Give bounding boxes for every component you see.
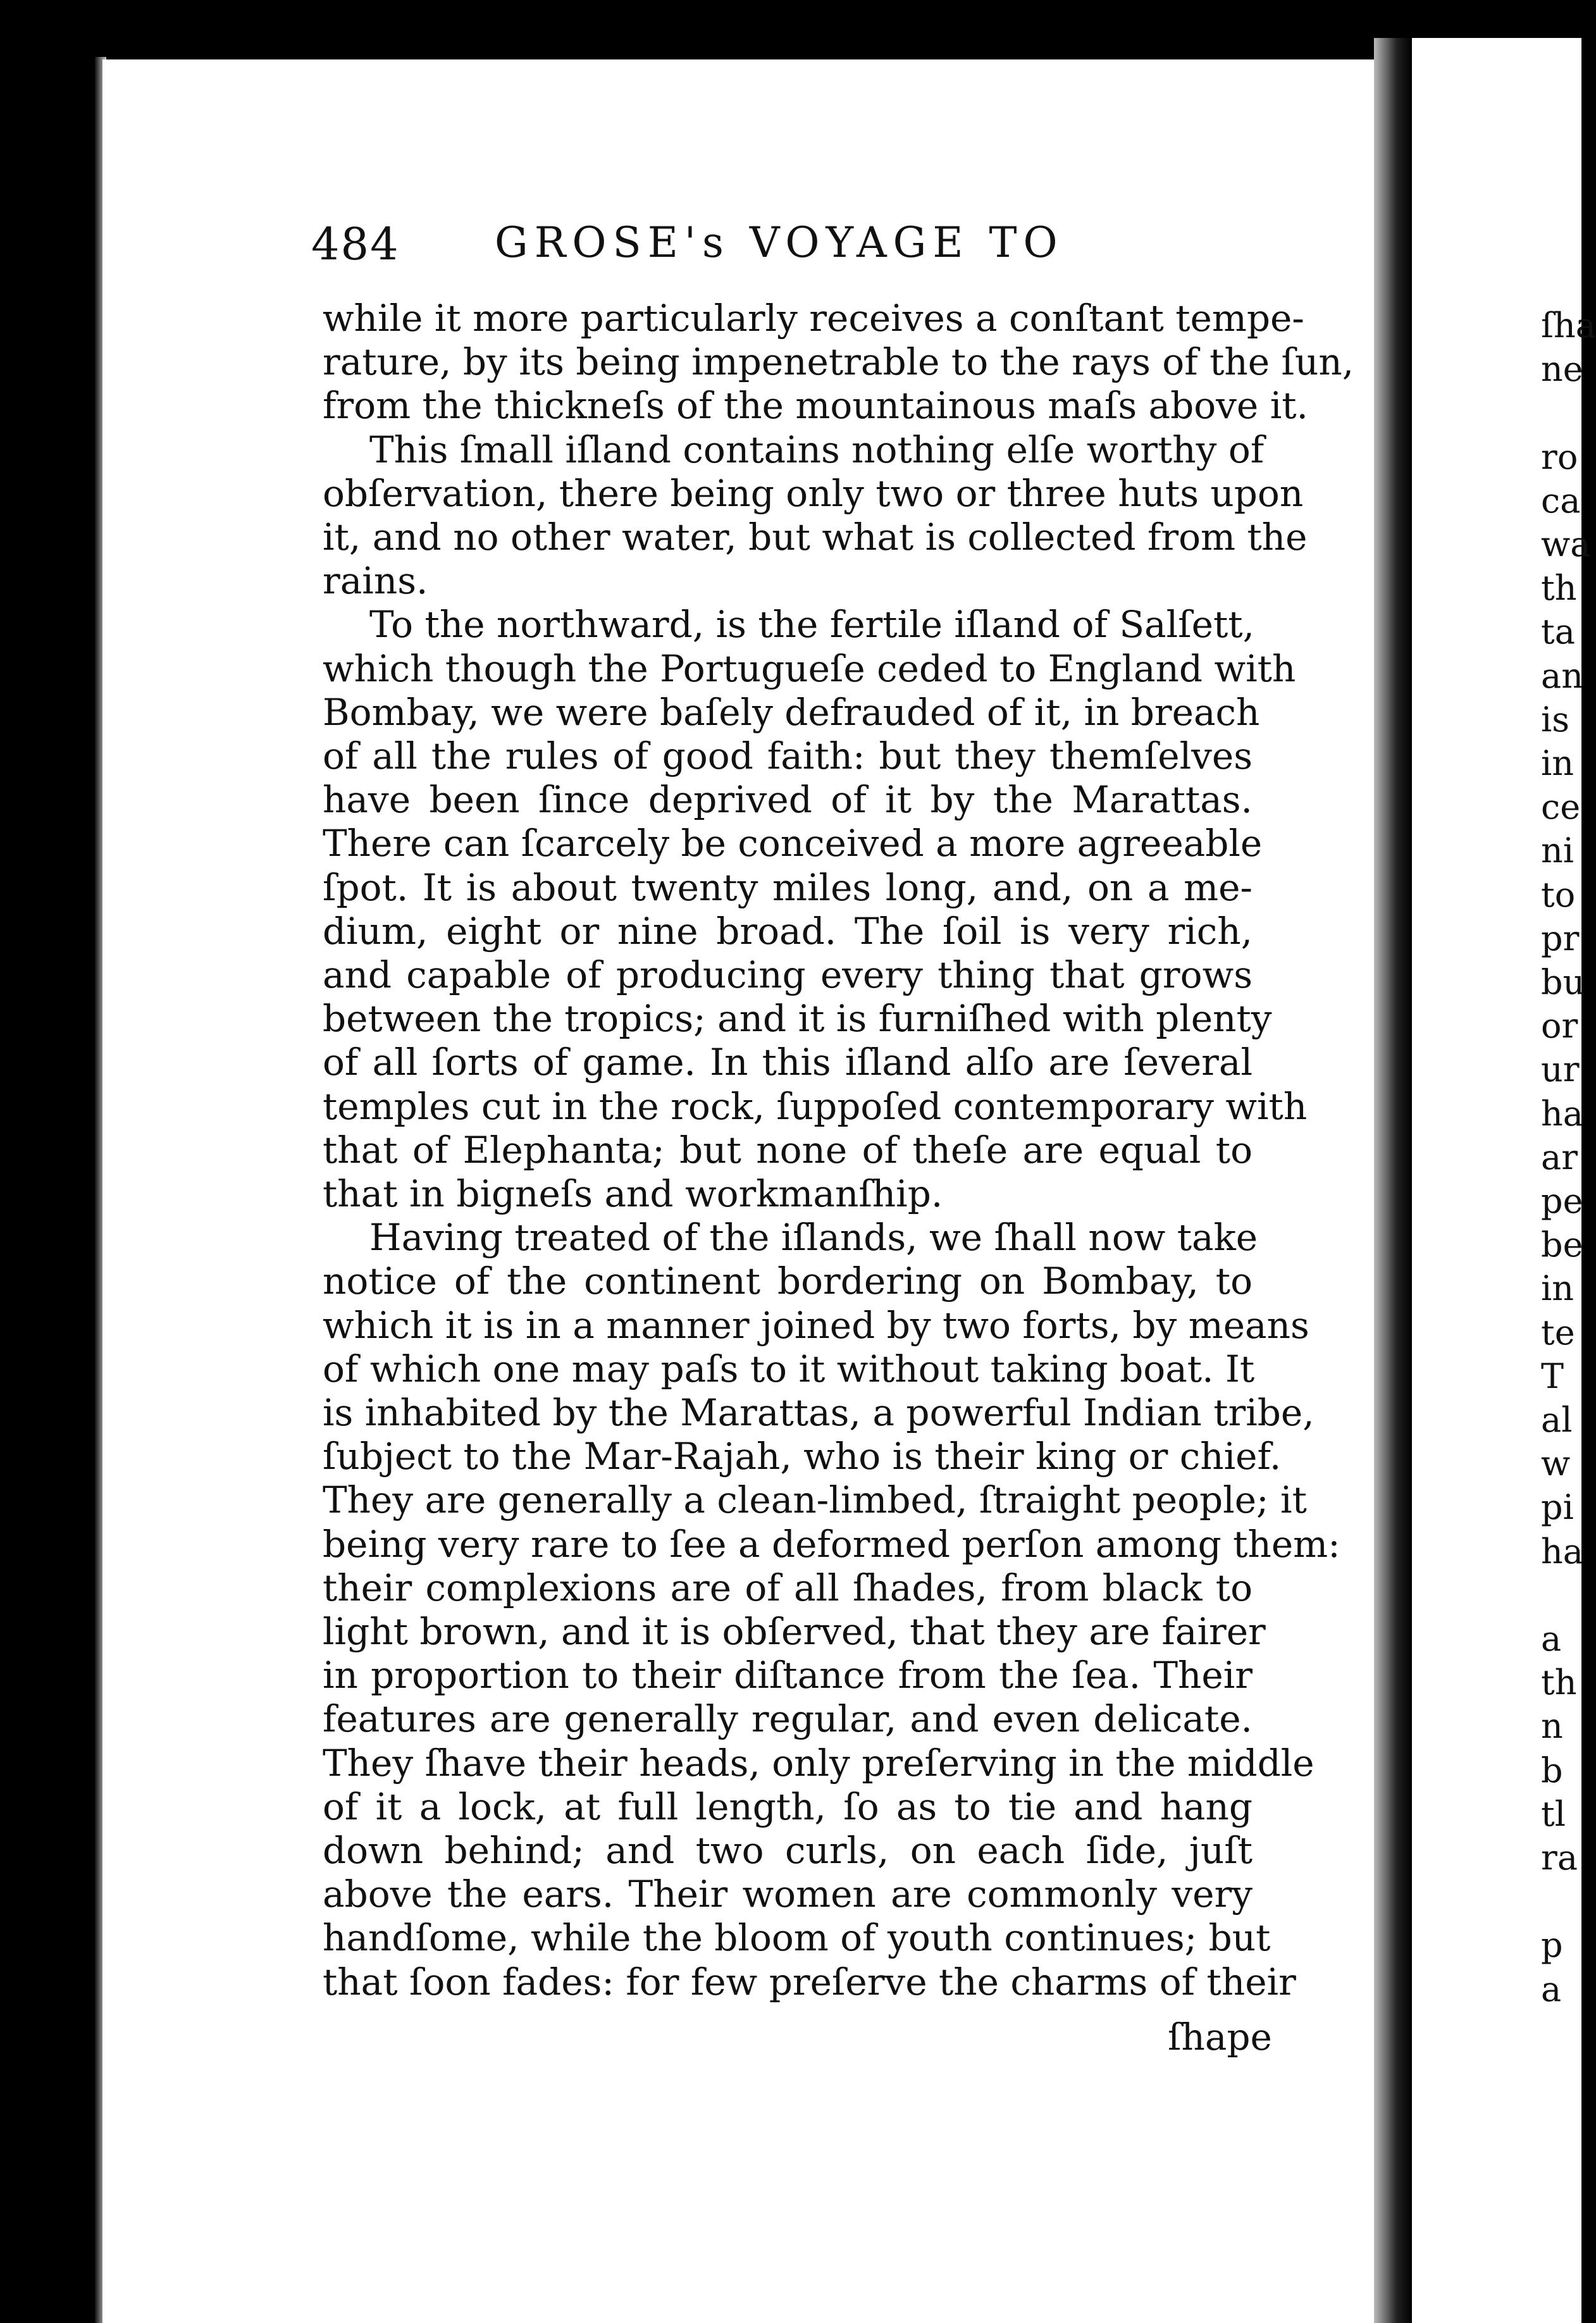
text-line: in proportion to their diſtance from the ſea. Their xyxy=(323,1654,1253,1697)
catchword: ſhape xyxy=(1168,2016,1272,2059)
text-line: that ſoon fades: for few preſerve the charms of their xyxy=(323,1960,1296,2004)
facing-page-fragment: an xyxy=(1541,655,1583,696)
facing-page-fragment: a xyxy=(1541,1969,1562,2009)
text-line: which though the Portugueſe ceded to England with xyxy=(323,647,1296,690)
facing-page-fragment: wa xyxy=(1541,524,1591,564)
text-line: They are generally a clean-limbed, ſtraight people; it xyxy=(323,1478,1307,1522)
text-line: their complexions are of all ſhades, from black to xyxy=(323,1566,1253,1609)
facing-page-fragment: te xyxy=(1541,1312,1575,1353)
facing-page-fragment: ra xyxy=(1541,1838,1578,1878)
facing-page-fragment: n xyxy=(1541,1706,1563,1747)
text-line: is inhabited by the Marattas, a powerful Indian tribe, xyxy=(323,1391,1315,1434)
text-line: dium, eight or nine broad. The ſoil is very rich, xyxy=(323,909,1253,953)
text-line: have been ſince deprived of it by the Marattas. xyxy=(323,778,1253,822)
facing-page-fragment: pr xyxy=(1541,918,1580,958)
facing-page-fragment: ca xyxy=(1541,480,1581,521)
facing-page-fragment: al xyxy=(1541,1400,1573,1440)
text-line: This ſmall iſland contains nothing elſe worthy of xyxy=(369,428,1265,471)
text-line: being very rare to ſee a deformed perſon among them: xyxy=(323,1522,1340,1566)
running-title: GROSE's VOYAGE TO xyxy=(495,218,1064,267)
text-line: rature, by its being impenetrable to the rays of the ſun, xyxy=(323,340,1354,384)
text-line: of all the rules of good faith: but they themſelves xyxy=(323,734,1253,777)
facing-page-fragment: w xyxy=(1541,1444,1571,1484)
text-line: of which one may paſs to it without taking boat. It xyxy=(323,1347,1255,1391)
page-header xyxy=(311,218,1260,282)
text-line: light brown, and it is obſerved, that they are fairer xyxy=(323,1610,1266,1653)
facing-page-fragment: be xyxy=(1541,1225,1583,1265)
text-line: between the tropics; and it is furniſhed with plenty xyxy=(323,997,1272,1041)
facing-page-fragment: b xyxy=(1541,1750,1563,1790)
text-line: of it a lock, at full length, ſo as to tie and hang xyxy=(323,1785,1253,1828)
facing-page-fragment: or xyxy=(1541,1006,1578,1046)
text-line: To the northward, is the fertile iſland of Salſett, xyxy=(369,603,1255,647)
facing-page-fragment: ni xyxy=(1541,831,1574,871)
facing-page-fragment: ſha xyxy=(1541,306,1596,345)
text-line: ſpot. It is about twenty miles long, and, on a me- xyxy=(323,865,1253,909)
text-line: features are generally regular, and even delicate. xyxy=(323,1697,1253,1741)
facing-page-fragment: tl xyxy=(1541,1793,1566,1834)
facing-page-fragment: p xyxy=(1541,1925,1563,1966)
text-line: it, and no other water, but what is collected from the xyxy=(323,516,1308,559)
text-line: Having treated of the iſlands, we ſhall now take xyxy=(369,1216,1258,1260)
facing-page-fragment: bu xyxy=(1541,962,1585,1002)
text-line: rains. xyxy=(323,559,428,603)
facing-page-fragment: T xyxy=(1541,1356,1564,1396)
text-line: temples cut in the rock, ſuppoſed contemporary with xyxy=(323,1084,1308,1128)
facing-page-fragment: in xyxy=(1541,1268,1574,1309)
facing-page-fragment: in xyxy=(1541,743,1574,783)
text-line: There can ſcarcely be conceived a more agreeable xyxy=(323,822,1263,865)
text-line: which it is in a manner joined by two forts, by means xyxy=(323,1303,1309,1347)
book-gutter xyxy=(1374,38,1412,2323)
facing-page-fragment: th xyxy=(1541,1663,1577,1703)
text-line: Bombay, we were baſely defrauded of it, in breach xyxy=(323,690,1260,734)
text-line: of all ſorts of game. In this iſland alſo are ſeveral xyxy=(323,1041,1253,1084)
facing-page-fragment: ur xyxy=(1541,1050,1580,1090)
text-line: They ſhave their heads, only preſerving in the middle xyxy=(323,1741,1315,1785)
facing-page-fragment: to xyxy=(1541,874,1576,915)
text-line: handſome, while the bloom of youth continues; but xyxy=(323,1916,1271,1960)
facing-page-fragment: ha xyxy=(1541,1093,1583,1134)
facing-page-fragment: ne xyxy=(1541,349,1583,390)
text-line: while it more particularly receives a conſtant tempe- xyxy=(323,297,1304,340)
text-line: that of Elephanta; but none of theſe are equal to xyxy=(323,1128,1253,1172)
text-line: that in bigneſs and workmanſhip. xyxy=(323,1172,943,1215)
facing-page-fragment: ro xyxy=(1541,437,1578,477)
text-line: and capable of producing every thing that grows xyxy=(323,953,1253,996)
facing-page-fragment: a xyxy=(1541,1619,1562,1659)
text-line: ſubject to the Mar-Rajah, who is their king or chief. xyxy=(323,1435,1282,1478)
page-number: 484 xyxy=(311,218,400,270)
facing-page-fragment: ha xyxy=(1541,1531,1583,1571)
text-line: from the thickneſs of the mountainous maſs above it. xyxy=(323,384,1308,428)
text-line: notice of the continent bordering on Bombay, to xyxy=(323,1260,1253,1303)
facing-page-fragment: pe xyxy=(1541,1181,1583,1221)
text-line: down behind; and two curls, on each ſide, juſt xyxy=(323,1829,1253,1872)
facing-page-fragment: ce xyxy=(1541,787,1581,827)
facing-page-fragment: th xyxy=(1541,568,1577,609)
facing-page-fragment: ar xyxy=(1541,1137,1578,1177)
facing-page-fragment: is xyxy=(1541,699,1569,740)
facing-page-fragment: pi xyxy=(1541,1487,1574,1528)
facing-page-fragment: ta xyxy=(1541,612,1575,652)
text-line: above the ears. Their women are commonly very xyxy=(323,1873,1253,1916)
text-line: obſervation, there being only two or three huts upon xyxy=(323,471,1304,515)
